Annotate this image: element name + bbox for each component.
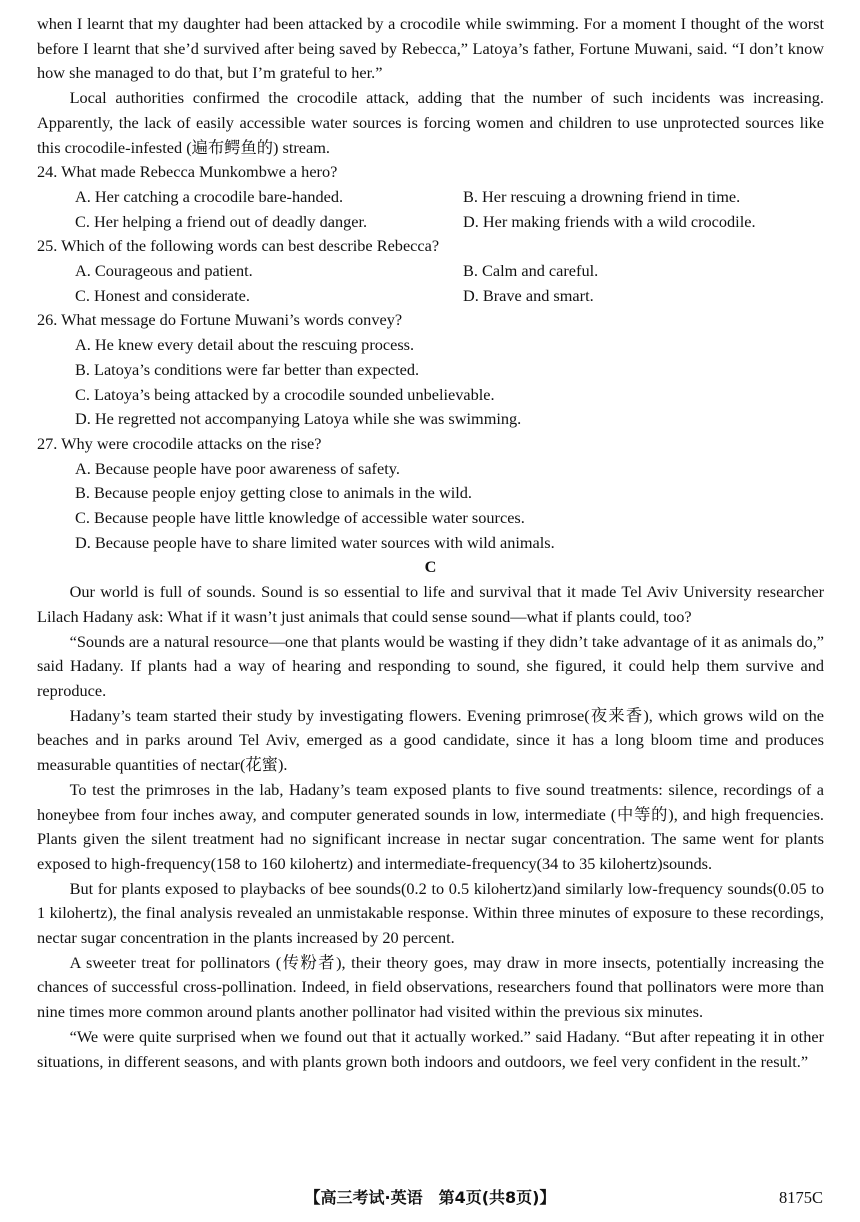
passage-paragraph: Local authorities confirmed the crocodile attack, adding that the number of such incidents was increasing. Apparently, the lack of easily accessible water sources is forcing women and children to use unprotected sources like this crocodile-infested (遍布鳄鱼的) stream. bbox=[37, 88, 824, 157]
question-stem: 25. Which of the following words can best describe Rebecca? bbox=[37, 236, 440, 256]
passage-paragraph: Hadany’s team started their study by investigating flowers. Evening primrose(夜来香), which grows wild on the beaches and in parks around Tel Aviv, emerged as a good candidate, since it has a long bloom time and produces measurable quantities of nectar(花蜜). bbox=[37, 705, 824, 775]
question-stem: 24. What made Rebecca Munkombwe a hero? bbox=[37, 162, 338, 182]
footer-page-info: 【高三考试·英语 第4页(共8页)】 bbox=[304, 1188, 556, 1207]
passage-paragraph: To test the primroses in the lab, Hadany’s team exposed plants to five sound treatments: silence, recordings of a honeybee from four inches away, and computer generated sounds in low, intermediate (中等的), and high frequencies. Plants given the silent treatment had no significant increase in nectar sugar concentration. The same went for plants exposed to high-frequency(158 to 160 kilohertz) and intermediate-frequency(34 to 35 kilohertz)sounds. bbox=[37, 779, 824, 873]
question-27 bbox=[37, 432, 824, 556]
option-b: B. Latoya’s conditions were far better than expected. bbox=[75, 359, 420, 379]
options bbox=[37, 259, 824, 308]
question-25 bbox=[37, 234, 824, 308]
option-c: C. Honest and considerate. bbox=[75, 285, 250, 305]
option-d: D. He regretted not accompanying Latoya while she was swimming. bbox=[75, 409, 522, 429]
option-b: B. Because people enjoy getting close to animals in the wild. bbox=[75, 483, 472, 503]
passage-paragraph: “We were quite surprised when we found out that it actually worked.” said Hadany. “But after repeating it in other situations, in different seasons, and with plants grown both indoors and outdoors, we feel very confident in the result.” bbox=[37, 1026, 824, 1071]
option-a: A. Because people have poor awareness of safety. bbox=[75, 458, 400, 478]
footer-exam-code: 8175C bbox=[778, 1188, 823, 1207]
passage-paragraph: But for plants exposed to playbacks of bee sounds(0.2 to 0.5 kilohertz)and similarly low-frequency sounds(0.05 to 1 kilohertz), the final analysis revealed an unmistakable response. Within three minutes of exposure to these recordings, nectar sugar concentration in the plants increased by 20 percent. bbox=[37, 878, 824, 948]
page-footer bbox=[0, 1186, 860, 1212]
option-a: A. Courageous and patient. bbox=[75, 261, 253, 281]
options bbox=[37, 185, 824, 234]
exam-page bbox=[37, 12, 824, 1074]
question-stem: 27. Why were crocodile attacks on the rise? bbox=[37, 433, 322, 453]
passage-paragraph: “Sounds are a natural resource—one that plants would be wasting if they didn’t take advantage of it as animals do,” said Hadany. If plants had a way of hearing and responding to sound, she figured, it could help them survive and reproduce. bbox=[37, 631, 824, 700]
question-stem: 26. What message do Fortune Muwani’s words convey? bbox=[37, 310, 403, 330]
options bbox=[37, 333, 824, 432]
options bbox=[37, 457, 824, 556]
option-b: B. Her rescuing a drowning friend in time. bbox=[463, 186, 741, 206]
option-c: C. Her helping a friend out of deadly danger. bbox=[75, 211, 368, 231]
passage-paragraph: when I learnt that my daughter had been attacked by a crocodile while swimming. For a moment I thought of the worst before I learnt that she’d survived after being saved by Rebecca,” Latoya’s father, Fortune Muwani, said. “I don’t know how she managed to do that, but I’m grateful to her.” bbox=[37, 14, 824, 83]
option-a: A. He knew every detail about the rescuing process. bbox=[75, 335, 415, 355]
option-d: D. Brave and smart. bbox=[463, 285, 594, 305]
passage-paragraph: A sweeter treat for pollinators (传粉者), their theory goes, may draw in more insects, potentially increasing the chances of successful cross-pollination. Indeed, in field observations, researchers found that pollinators were more than nine times more common around plants another pollinator had visited within the previous six minutes. bbox=[37, 952, 824, 1022]
option-c: C. Because people have little knowledge of accessible water sources. bbox=[75, 508, 525, 528]
passage-paragraph: Our world is full of sounds. Sound is so essential to life and survival that it made Tel Aviv University researcher Lilach Hadany ask: What if it wasn’t just animals that could sense sound—what if plants could, too? bbox=[37, 582, 824, 626]
question-26 bbox=[37, 308, 824, 432]
question-24 bbox=[37, 160, 824, 234]
section-heading: C bbox=[424, 557, 437, 577]
option-d: D. Because people have to share limited water sources with wild animals. bbox=[75, 532, 555, 552]
option-a: A. Her catching a crocodile bare-handed. bbox=[75, 186, 344, 206]
option-d: D. Her making friends with a wild crocodile. bbox=[463, 211, 756, 231]
option-c: C. Latoya’s being attacked by a crocodile sounded unbelievable. bbox=[75, 384, 495, 404]
option-b: B. Calm and careful. bbox=[463, 261, 599, 281]
